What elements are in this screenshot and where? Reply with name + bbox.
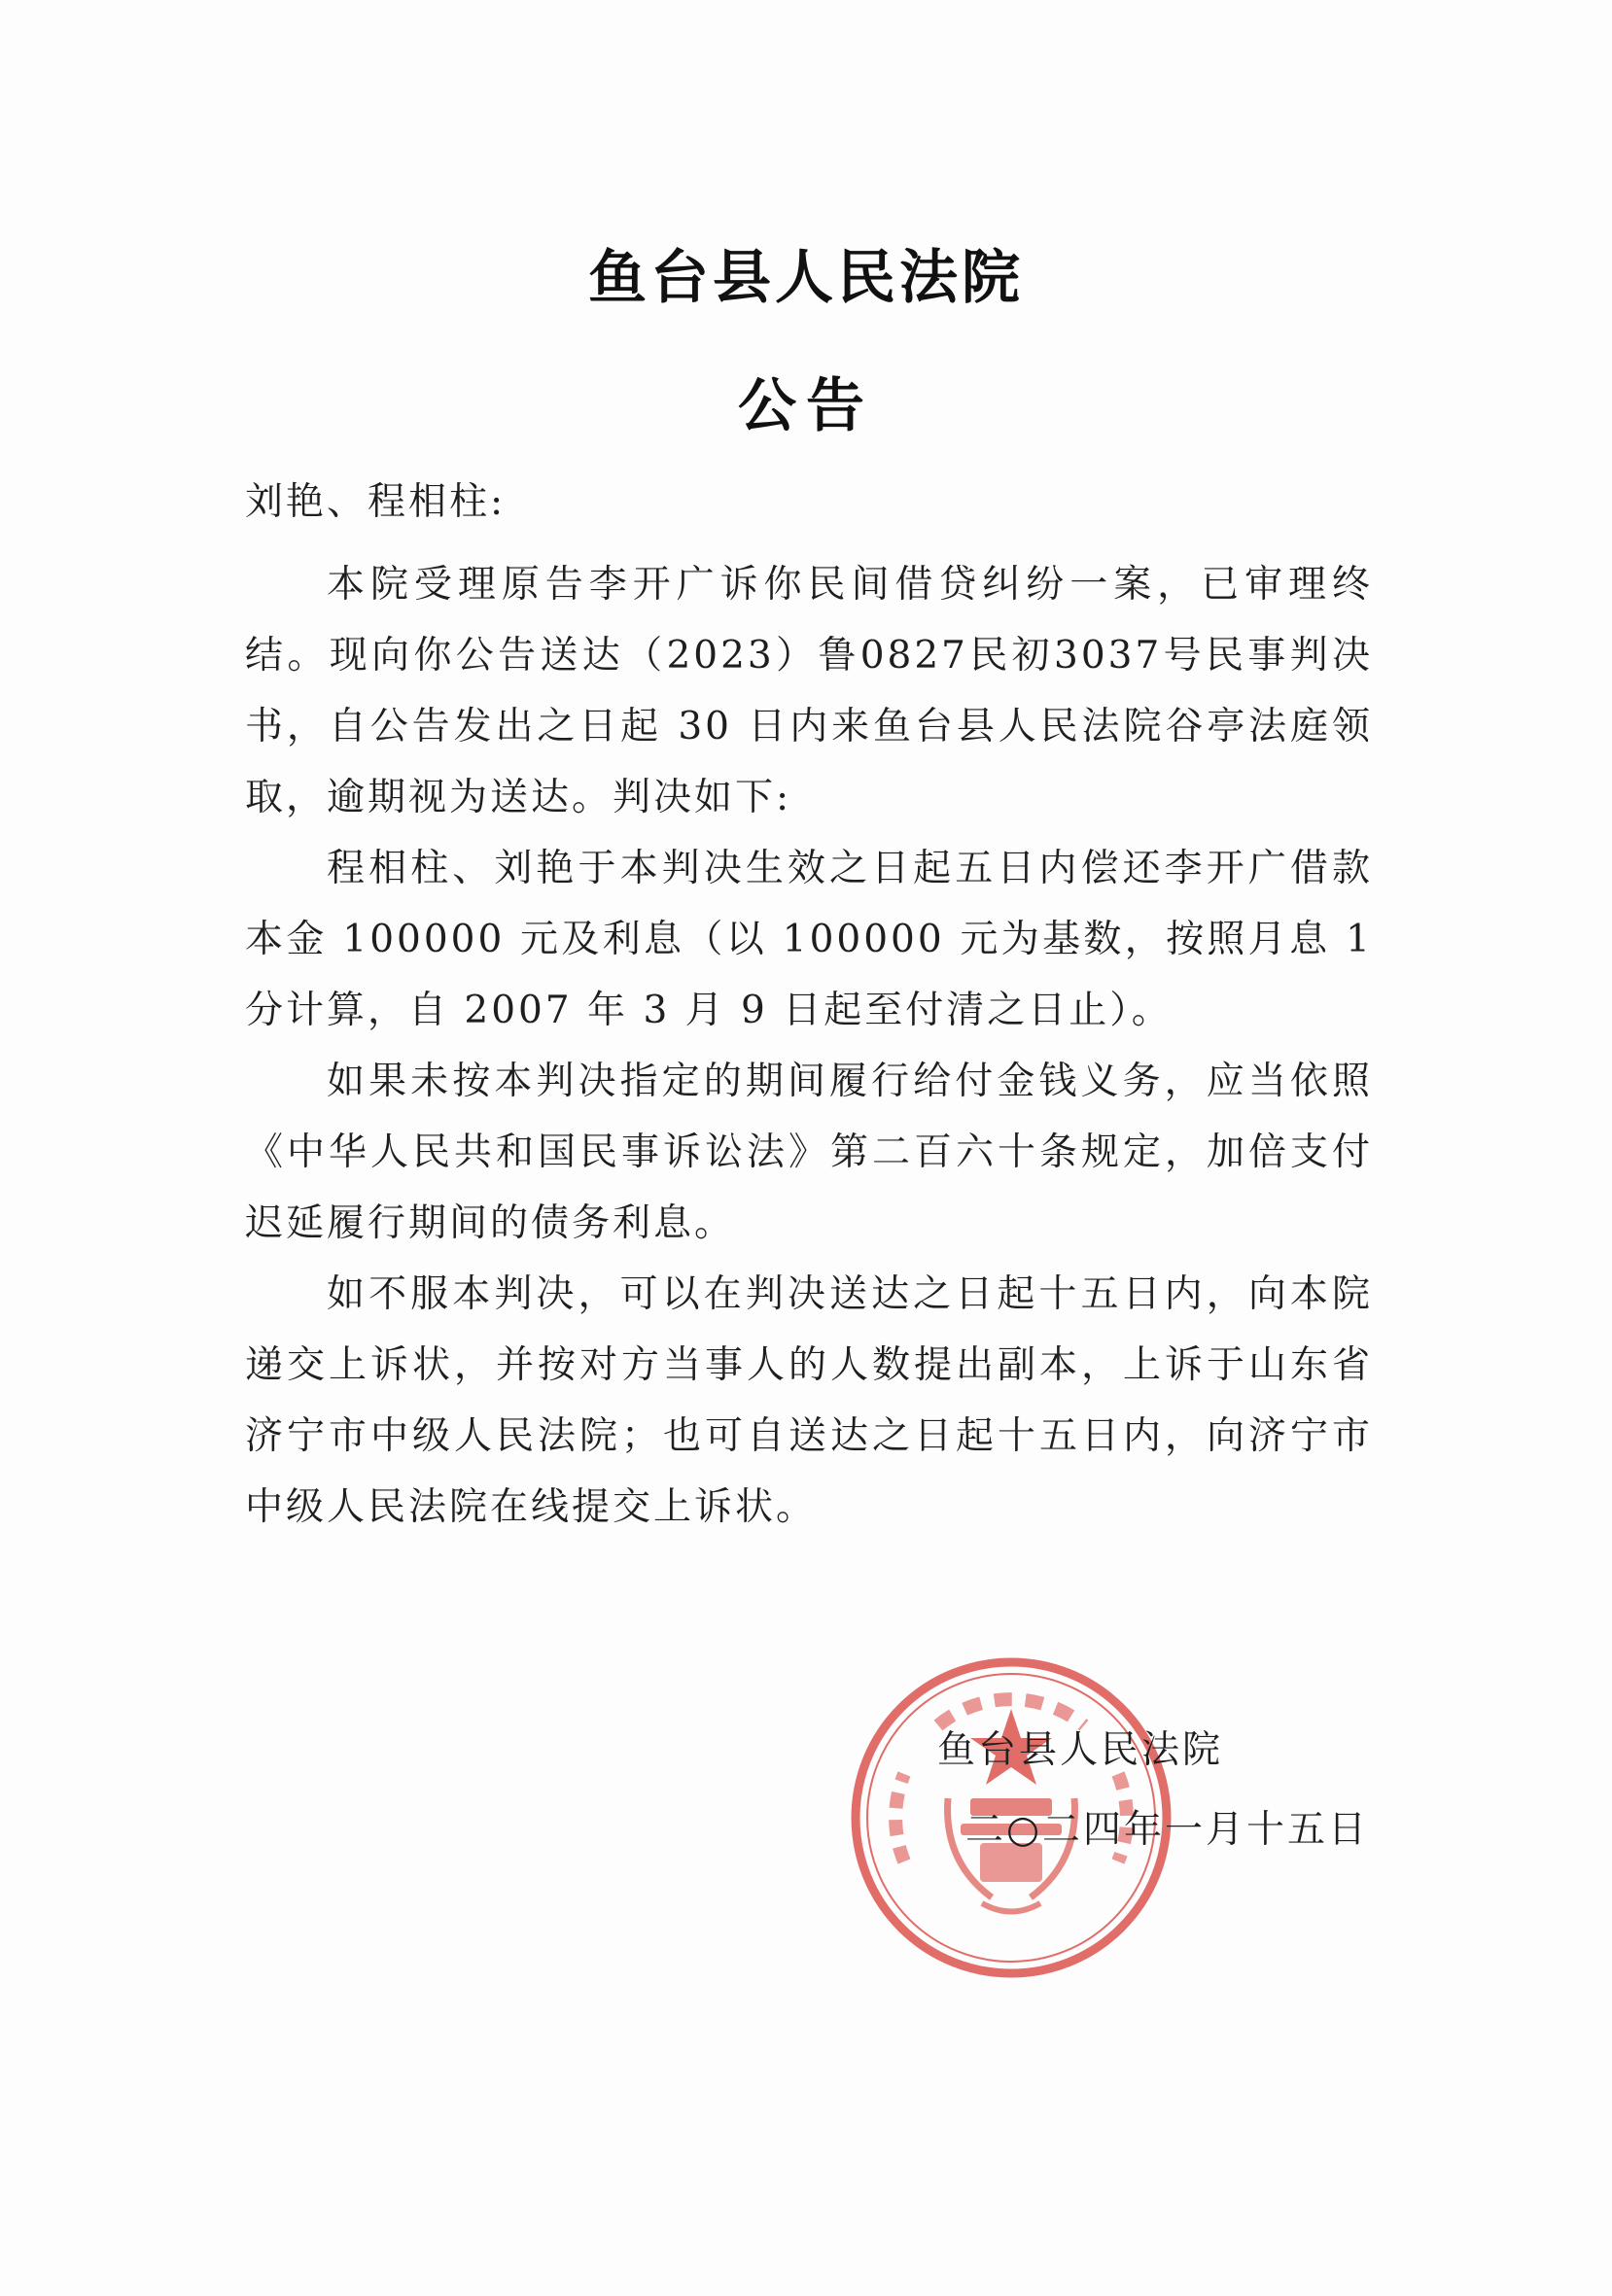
addressee: 刘艳、程相柱:	[245, 480, 507, 524]
notice-title: 公告	[738, 372, 874, 440]
notice-body	[245, 467, 1373, 1543]
paragraph-case-summary: 本院受理原告李开广诉你民间借贷纠纷一案，已审理终结。现向你公告送达（2023）鲁0827民初3037号民事判决书，自公告发出之日起 30 日内来鱼台县人民法院谷亭法庭领取，逾期视为送达。判决如下:	[245, 563, 1373, 819]
signature-court-name: 鱼台县人民法院	[936, 1728, 1223, 1772]
paragraph-judgment: 程相柱、刘艳于本判决生效之日起五日内偿还李开广借款本金 100000 元及利息（以 100000 元为基数，按照月息 1 分计算，自 2007 年 3 月 9 日起至付清之日止）。	[245, 847, 1373, 1032]
court-name-title: 鱼台县人民法院	[588, 244, 1024, 312]
paragraph-appeal: 如不服本判决，可以在判决送达之日起十五日内，向本院递交上诉状，并按对方当事人的人数提出副本，上诉于山东省济宁市中级人民法院；也可自送达之日起十五日内，向济宁市中级人民法院在线提交上诉状。	[245, 1272, 1373, 1529]
signature-date: 二○二四年一月十五日	[964, 1808, 1369, 1852]
signature-block	[936, 1711, 1369, 1870]
paragraph-enforcement: 如果未按本判决指定的期间履行给付金钱义务，应当依照《中华人民共和国民事诉讼法》第二百六十条规定，加倍支付迟延履行期间的债务利息。	[245, 1060, 1373, 1245]
